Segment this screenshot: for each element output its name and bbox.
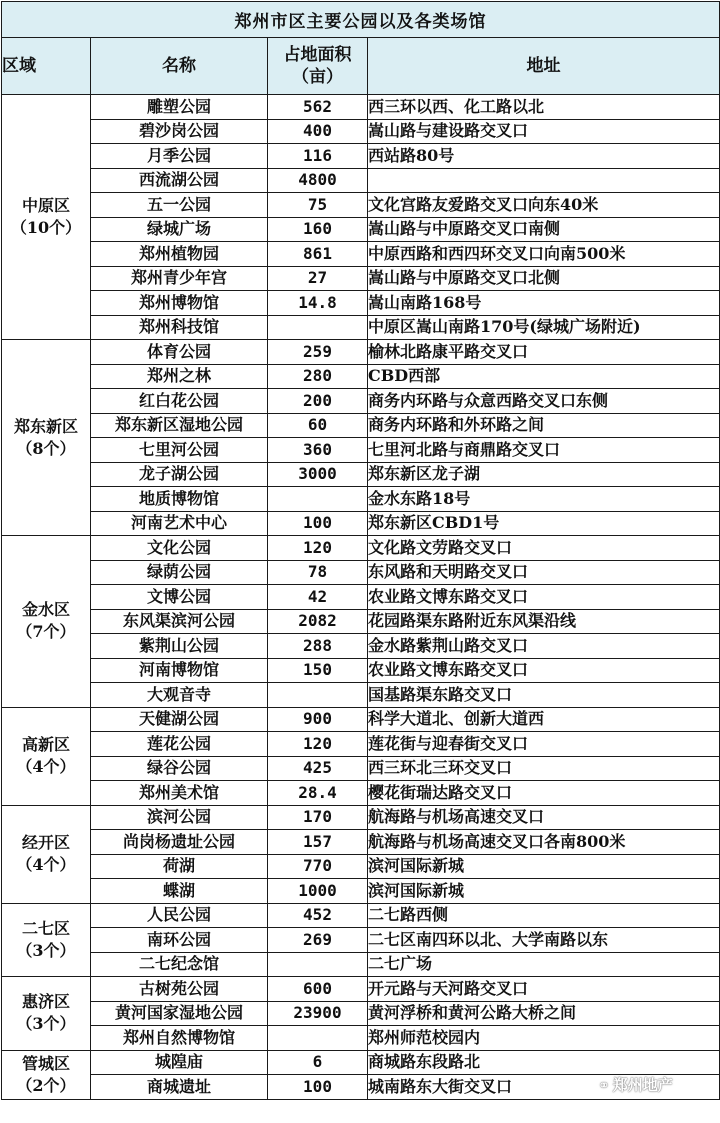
table-row — [2, 438, 720, 463]
name-cell: 月季公园 — [91, 144, 268, 169]
area-cell — [268, 315, 368, 340]
header-address: 地址 — [368, 38, 720, 95]
region-cell — [2, 536, 91, 708]
table-row — [2, 266, 720, 291]
name-cell: 莲花公园 — [91, 732, 268, 757]
region-count: （3个） — [16, 1014, 76, 1034]
address-cell: 嵩山路与中原路交叉口南侧 — [368, 217, 720, 242]
name-cell: 文博公园 — [91, 585, 268, 610]
region-name: 经开区 — [21, 833, 70, 852]
region-count: （7个） — [16, 622, 76, 642]
table-row — [2, 462, 720, 487]
table-row — [2, 511, 720, 536]
name-cell: 郑州科技馆 — [91, 315, 268, 340]
table-row — [2, 193, 720, 218]
table-row — [2, 119, 720, 144]
region-cell — [2, 95, 91, 340]
name-cell: 郑东新区湿地公园 — [91, 413, 268, 438]
address-cell: 嵩山路与建设路交叉口 — [368, 119, 720, 144]
header-area-label: 占地面积 — [283, 45, 352, 65]
region-count: （2个） — [16, 1075, 76, 1095]
address-cell: 城南路东大街交叉口 — [368, 1075, 720, 1100]
name-cell: 郑州自然博物馆 — [91, 1026, 268, 1051]
address-cell: 樱花街瑞达路交叉口 — [368, 781, 720, 806]
region-count: （3个） — [16, 940, 76, 960]
header-area-unit: （亩） — [292, 67, 343, 87]
name-cell: 龙子湖公园 — [91, 462, 268, 487]
area-cell — [268, 487, 368, 512]
name-cell: 绿谷公园 — [91, 756, 268, 781]
area-cell: 400 — [268, 119, 368, 144]
area-cell: 1000 — [268, 879, 368, 904]
name-cell: 东风渠滨河公园 — [91, 609, 268, 634]
header-row — [2, 38, 720, 95]
address-cell: 二七广场 — [368, 952, 720, 977]
area-cell: 116 — [268, 144, 368, 169]
area-cell: 160 — [268, 217, 368, 242]
area-cell: 269 — [268, 928, 368, 953]
name-cell: 人民公园 — [91, 903, 268, 928]
address-cell: 商务内环路与众意西路交叉口东侧 — [368, 389, 720, 414]
name-cell: 绿城广场 — [91, 217, 268, 242]
address-cell: 二七路西侧 — [368, 903, 720, 928]
area-cell: 200 — [268, 389, 368, 414]
address-cell: 金水东路18号 — [368, 487, 720, 512]
region-count: （10个） — [10, 218, 82, 237]
region-name: 高新区 — [21, 735, 70, 754]
region-cell — [2, 707, 91, 805]
table-row — [2, 683, 720, 708]
name-cell: 二七纪念馆 — [91, 952, 268, 977]
area-cell: 562 — [268, 95, 368, 120]
address-cell: 东风路和天明路交叉口 — [368, 560, 720, 585]
header-name: 名称 — [91, 38, 268, 95]
table-row — [2, 95, 720, 120]
name-cell: 滨河公园 — [91, 805, 268, 830]
name-cell: 大观音寺 — [91, 683, 268, 708]
name-cell: 地质博物馆 — [91, 487, 268, 512]
area-cell: 360 — [268, 438, 368, 463]
region-cell — [2, 1050, 91, 1099]
name-cell: 红白花公园 — [91, 389, 268, 414]
address-cell: 文化宫路友爱路交叉口向东40米 — [368, 193, 720, 218]
table-body — [2, 95, 720, 1100]
name-cell: 郑州博物馆 — [91, 291, 268, 316]
table-row — [2, 634, 720, 659]
table-row — [2, 536, 720, 561]
area-cell: 27 — [268, 266, 368, 291]
region-name: 郑东新区 — [13, 416, 78, 436]
area-cell: 100 — [268, 1075, 368, 1100]
address-cell: 郑州师范校园内 — [368, 1026, 720, 1051]
address-cell: 航海路与机场高速交叉口 — [368, 805, 720, 830]
address-cell: 商务内环路和外环路之间 — [368, 413, 720, 438]
table-title: 郑州市区主要公园以及各类场馆 — [2, 2, 720, 38]
address-cell — [368, 168, 720, 193]
region-cell — [2, 805, 91, 903]
area-cell: 900 — [268, 707, 368, 732]
table-row — [2, 389, 720, 414]
name-cell: 蝶湖 — [91, 879, 268, 904]
area-cell: 2082 — [268, 609, 368, 634]
area-cell: 288 — [268, 634, 368, 659]
name-cell: 古树苑公园 — [91, 977, 268, 1002]
address-cell: 滨河国际新城 — [368, 879, 720, 904]
table-row — [2, 928, 720, 953]
region-cell — [2, 340, 91, 536]
address-cell: 商城路东段路北 — [368, 1050, 720, 1075]
name-cell: 文化公园 — [91, 536, 268, 561]
table-row — [2, 805, 720, 830]
table-row — [2, 1001, 720, 1026]
address-cell: 中原西路和西四环交叉口向南500米 — [368, 242, 720, 267]
area-cell: 14.8 — [268, 291, 368, 316]
address-cell: 七里河北路与商鼎路交叉口 — [368, 438, 720, 463]
area-cell — [268, 1026, 368, 1051]
area-cell: 78 — [268, 560, 368, 585]
header-region: 区域 — [2, 38, 91, 95]
area-cell: 770 — [268, 854, 368, 879]
table-row — [2, 732, 720, 757]
name-cell: 郑州之林 — [91, 364, 268, 389]
name-cell: 七里河公园 — [91, 438, 268, 463]
name-cell: 城隍庙 — [91, 1050, 268, 1075]
address-cell: 国基路渠东路交叉口 — [368, 683, 720, 708]
table-row — [2, 903, 720, 928]
table-row — [2, 830, 720, 855]
address-cell: 黄河浮桥和黄河公路大桥之间 — [368, 1001, 720, 1026]
address-cell: 西三环北三环交叉口 — [368, 756, 720, 781]
area-cell: 6 — [268, 1050, 368, 1075]
address-cell: 莲花街与迎春街交叉口 — [368, 732, 720, 757]
region-name: 中原区 — [21, 196, 70, 215]
area-cell — [268, 683, 368, 708]
area-cell: 170 — [268, 805, 368, 830]
region-cell — [2, 903, 91, 977]
address-cell: 农业路文博东路交叉口 — [368, 585, 720, 610]
region-count: （4个） — [16, 757, 76, 776]
table-row — [2, 340, 720, 365]
region-count: （8个） — [16, 438, 76, 458]
name-cell: 雕塑公园 — [91, 95, 268, 120]
name-cell: 南环公园 — [91, 928, 268, 953]
address-cell: 开元路与天河路交叉口 — [368, 977, 720, 1002]
table-row — [2, 609, 720, 634]
name-cell: 五一公园 — [91, 193, 268, 218]
area-cell: 120 — [268, 536, 368, 561]
address-cell: 航海路与机场高速交叉口各南800米 — [368, 830, 720, 855]
region-count: （4个） — [16, 855, 76, 874]
area-cell: 150 — [268, 658, 368, 683]
table-row — [2, 487, 720, 512]
address-cell: 金水路紫荆山路交叉口 — [368, 634, 720, 659]
area-cell — [268, 952, 368, 977]
area-cell: 157 — [268, 830, 368, 855]
table-row — [2, 364, 720, 389]
address-cell: 榆林北路康平路交叉口 — [368, 340, 720, 365]
table-row — [2, 315, 720, 340]
name-cell: 河南博物馆 — [91, 658, 268, 683]
name-cell: 尚岗杨遗址公园 — [91, 830, 268, 855]
table-row — [2, 1026, 720, 1051]
table-row — [2, 413, 720, 438]
area-cell: 23900 — [268, 1001, 368, 1026]
name-cell: 天健湖公园 — [91, 707, 268, 732]
address-cell: 农业路文博东路交叉口 — [368, 658, 720, 683]
address-cell: 二七区南四环以北、大学南路以东 — [368, 928, 720, 953]
name-cell: 体育公园 — [91, 340, 268, 365]
name-cell: 河南艺术中心 — [91, 511, 268, 536]
address-cell: 花园路渠东路附近东风渠沿线 — [368, 609, 720, 634]
area-cell: 600 — [268, 977, 368, 1002]
name-cell: 荷湖 — [91, 854, 268, 879]
table-row — [2, 585, 720, 610]
area-cell: 259 — [268, 340, 368, 365]
table-row — [2, 854, 720, 879]
address-cell: 西三环以西、化工路以北 — [368, 95, 720, 120]
table-row — [2, 1075, 720, 1100]
name-cell: 碧沙岗公园 — [91, 119, 268, 144]
table-row — [2, 952, 720, 977]
name-cell: 郑州美术馆 — [91, 781, 268, 806]
area-cell: 452 — [268, 903, 368, 928]
area-cell: 60 — [268, 413, 368, 438]
name-cell: 绿荫公园 — [91, 560, 268, 585]
table-row — [2, 658, 720, 683]
address-cell: CBD西部 — [368, 364, 720, 389]
region-name: 管城区 — [21, 1053, 70, 1073]
name-cell: 紫荆山公园 — [91, 634, 268, 659]
area-cell: 42 — [268, 585, 368, 610]
area-cell: 861 — [268, 242, 368, 267]
table-row — [2, 756, 720, 781]
address-cell: 郑东新区龙子湖 — [368, 462, 720, 487]
address-cell: 科学大道北、创新大道西 — [368, 707, 720, 732]
address-cell: 中原区嵩山南路170号(绿城广场附近) — [368, 315, 720, 340]
address-cell: 文化路文劳路交叉口 — [368, 536, 720, 561]
name-cell: 西流湖公园 — [91, 168, 268, 193]
area-cell: 425 — [268, 756, 368, 781]
area-cell: 75 — [268, 193, 368, 218]
area-cell: 100 — [268, 511, 368, 536]
table-row — [2, 707, 720, 732]
table-row — [2, 168, 720, 193]
parks-venues-table — [1, 1, 720, 1100]
area-cell: 120 — [268, 732, 368, 757]
table-row — [2, 291, 720, 316]
name-cell: 黄河国家湿地公园 — [91, 1001, 268, 1026]
watermark-text: 郑州地产 — [612, 1076, 673, 1094]
address-cell: 滨河国际新城 — [368, 854, 720, 879]
table-row — [2, 1050, 720, 1075]
address-cell: 郑东新区CBD1号 — [368, 511, 720, 536]
region-name: 金水区 — [21, 600, 70, 620]
table-row — [2, 781, 720, 806]
table-row — [2, 977, 720, 1002]
title-row — [2, 2, 720, 38]
name-cell: 郑州植物园 — [91, 242, 268, 267]
area-cell: 280 — [268, 364, 368, 389]
area-cell: 3000 — [268, 462, 368, 487]
table-row — [2, 242, 720, 267]
address-cell: 嵩山路与中原路交叉口北侧 — [368, 266, 720, 291]
area-cell: 28.4 — [268, 781, 368, 806]
header-area — [268, 38, 368, 95]
address-cell: 嵩山南路168号 — [368, 291, 720, 316]
address-cell: 西站路80号 — [368, 144, 720, 169]
wechat-icon: ⚭ — [598, 1078, 610, 1094]
area-cell: 4800 — [268, 168, 368, 193]
table-row — [2, 144, 720, 169]
table-row — [2, 879, 720, 904]
name-cell: 郑州青少年宫 — [91, 266, 268, 291]
region-name: 惠济区 — [21, 992, 70, 1012]
table-row — [2, 217, 720, 242]
table-row — [2, 560, 720, 585]
name-cell: 商城遗址 — [91, 1075, 268, 1100]
region-name: 二七区 — [21, 918, 70, 938]
region-cell — [2, 977, 91, 1051]
